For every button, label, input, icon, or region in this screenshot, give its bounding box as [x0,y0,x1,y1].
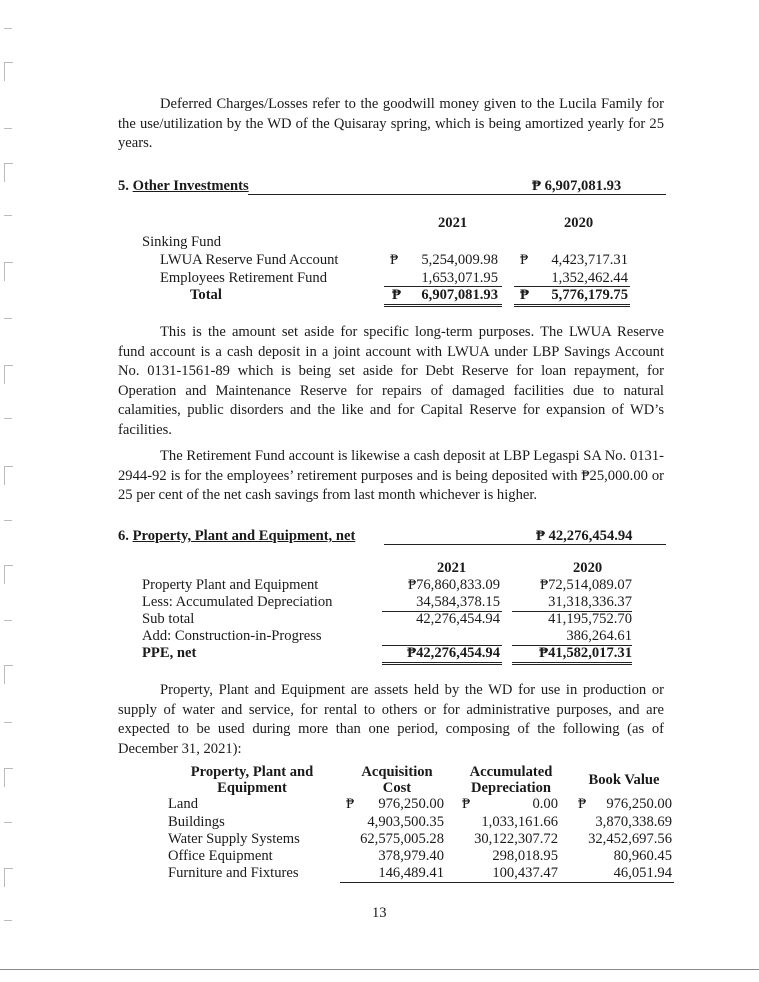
retirement-fund-2020: 1,352,462.44 [551,270,628,286]
sec5-total-2021: 6,907,081.93 [421,287,498,303]
row-dep: 0.00 [532,796,558,812]
table-header-dep-2: Depreciation [471,780,551,796]
retirement-fund-paragraph: The Retirement Fund account is likewise a cash deposit at LBP Legaspi SA No. 0131-2944-92 is for the employees’ retirement purposes and is being deposited with ₱25,000.00 or 25 per cent of the net cash savings from last month whichever is higher. [118,448,664,504]
sec6-col-2021: 2021 [437,560,467,576]
row-label: Buildings [168,814,225,830]
cip-2020: 386,264.61 [566,628,632,644]
row-dep: 298,018.95 [492,848,558,864]
subtotal-2021: 42,276,454.94 [416,611,500,627]
row-book: 3,870,338.69 [595,814,672,830]
row-cost: 4,903,500.35 [367,814,444,830]
page-number: 13 [372,905,387,921]
deferred-charges-paragraph: Deferred Charges/Losses refer to the goodwill money given to the Lucila Family for the use/utilization by the WD of the Quisaray spring, which is being amortized yearly for 25 years. [118,96,664,152]
section-6-amount: ₱ 42,276,454.94 [536,528,633,544]
subtotal-label: Sub total [142,611,195,627]
section-5-amount: ₱ 6,907,081.93 [532,178,622,194]
table-header-ppe-1: Property, Plant and [190,764,314,780]
lwua-reserve-2021: 5,254,009.98 [421,252,498,268]
table-header-book: Book Value [588,772,660,788]
sec5-total-label: Total [190,287,222,303]
sec5-col-2020: 2020 [564,215,594,231]
row-label: Furniture and Fixtures [168,865,299,881]
table-header-dep-1: Accumulated [469,764,553,780]
row-label: Land [168,796,198,812]
accum-dep-2020: 31,318,336.37 [548,594,632,610]
subtotal-2020: 41,195,752.70 [548,611,632,627]
lwua-reserve-paragraph: This is the amount set aside for specific long-term purposes. The LWUA Reserve fund account is a cash deposit in a joint account with LWUA under LBP Savings Account No. 0131-1561-89 which is being set aside for Debt Reserve for loan repayment, for Operation and Maintenance Reserve for repairs of damaged facilities due to natural calamities, public disorders and the like and for Capital Reserve for expansion of WD’s facilities. [118,324,664,438]
peso-sign: ₱ [392,287,401,303]
section-5-heading: 5. Other Investments [118,178,249,194]
peso-sign: ₱ [520,252,529,268]
accum-dep-2021: 34,584,378.15 [416,594,500,610]
lwua-reserve-label: LWUA Reserve Fund Account [160,252,339,268]
row-cost: 378,979.40 [378,848,444,864]
ppe-row-label: Property Plant and Equipment [142,577,319,593]
table-header-ppe-2: Equipment [217,780,287,796]
retirement-fund-label: Employees Retirement Fund [160,270,327,286]
ppe-net-2020: ₱41,582,017.31 [539,645,632,661]
peso-sign: ₱ [520,287,529,303]
peso-sign: ₱ [578,796,587,812]
table-header-cost-1: Acquisition [361,764,433,780]
row-dep: 1,033,161.66 [481,814,558,830]
row-book: 32,452,697.56 [588,831,672,847]
peso-sign: ₱ [390,252,399,268]
ppe-paragraph: Property, Plant and Equipment are assets held by the WD for use in production or supply of water and service, for rental to others or for administrative purposes, and are expected to be used during more than one period, composing of the following (as of December 31, 2021): [118,682,664,757]
section-6-heading: 6. Property, Plant and Equipment, net [118,528,356,544]
row-book: 80,960.45 [613,848,672,864]
row-label: Office Equipment [168,848,273,864]
sec6-col-2020: 2020 [573,560,603,576]
row-cost: 976,250.00 [378,796,444,812]
row-cost: 62,575,005.28 [360,831,444,847]
section-5-title: Other Investments [132,178,249,194]
ppe-row-2020: ₱72,514,089.07 [539,577,632,593]
row-dep: 30,122,307.72 [474,831,558,847]
ppe-net-2021: ₱42,276,454.94 [407,645,500,661]
ppe-row-2021: ₱76,860,833.09 [407,577,500,593]
peso-sign: ₱ [462,796,471,812]
row-dep: 100,437.47 [492,865,558,881]
accum-dep-label: Less: Accumulated Depreciation [142,594,333,610]
cip-label: Add: Construction-in-Progress [142,628,322,644]
retirement-fund-2021: 1,653,071.95 [421,270,498,286]
ppe-net-label: PPE, net [142,645,197,661]
row-book: 46,051.94 [613,865,672,881]
section-6-title: Property, Plant and Equipment, net [132,528,356,544]
peso-sign: ₱ [346,796,355,812]
sinking-fund-label: Sinking Fund [142,234,222,250]
row-label: Water Supply Systems [168,831,300,847]
lwua-reserve-2020: 4,423,717.31 [551,252,628,268]
table-header-cost-2: Cost [382,780,412,796]
sec5-total-2020: 5,776,179.75 [551,287,628,303]
row-cost: 146,489.41 [378,865,444,881]
sec5-col-2021: 2021 [438,215,468,231]
row-book: 976,250.00 [606,796,672,812]
